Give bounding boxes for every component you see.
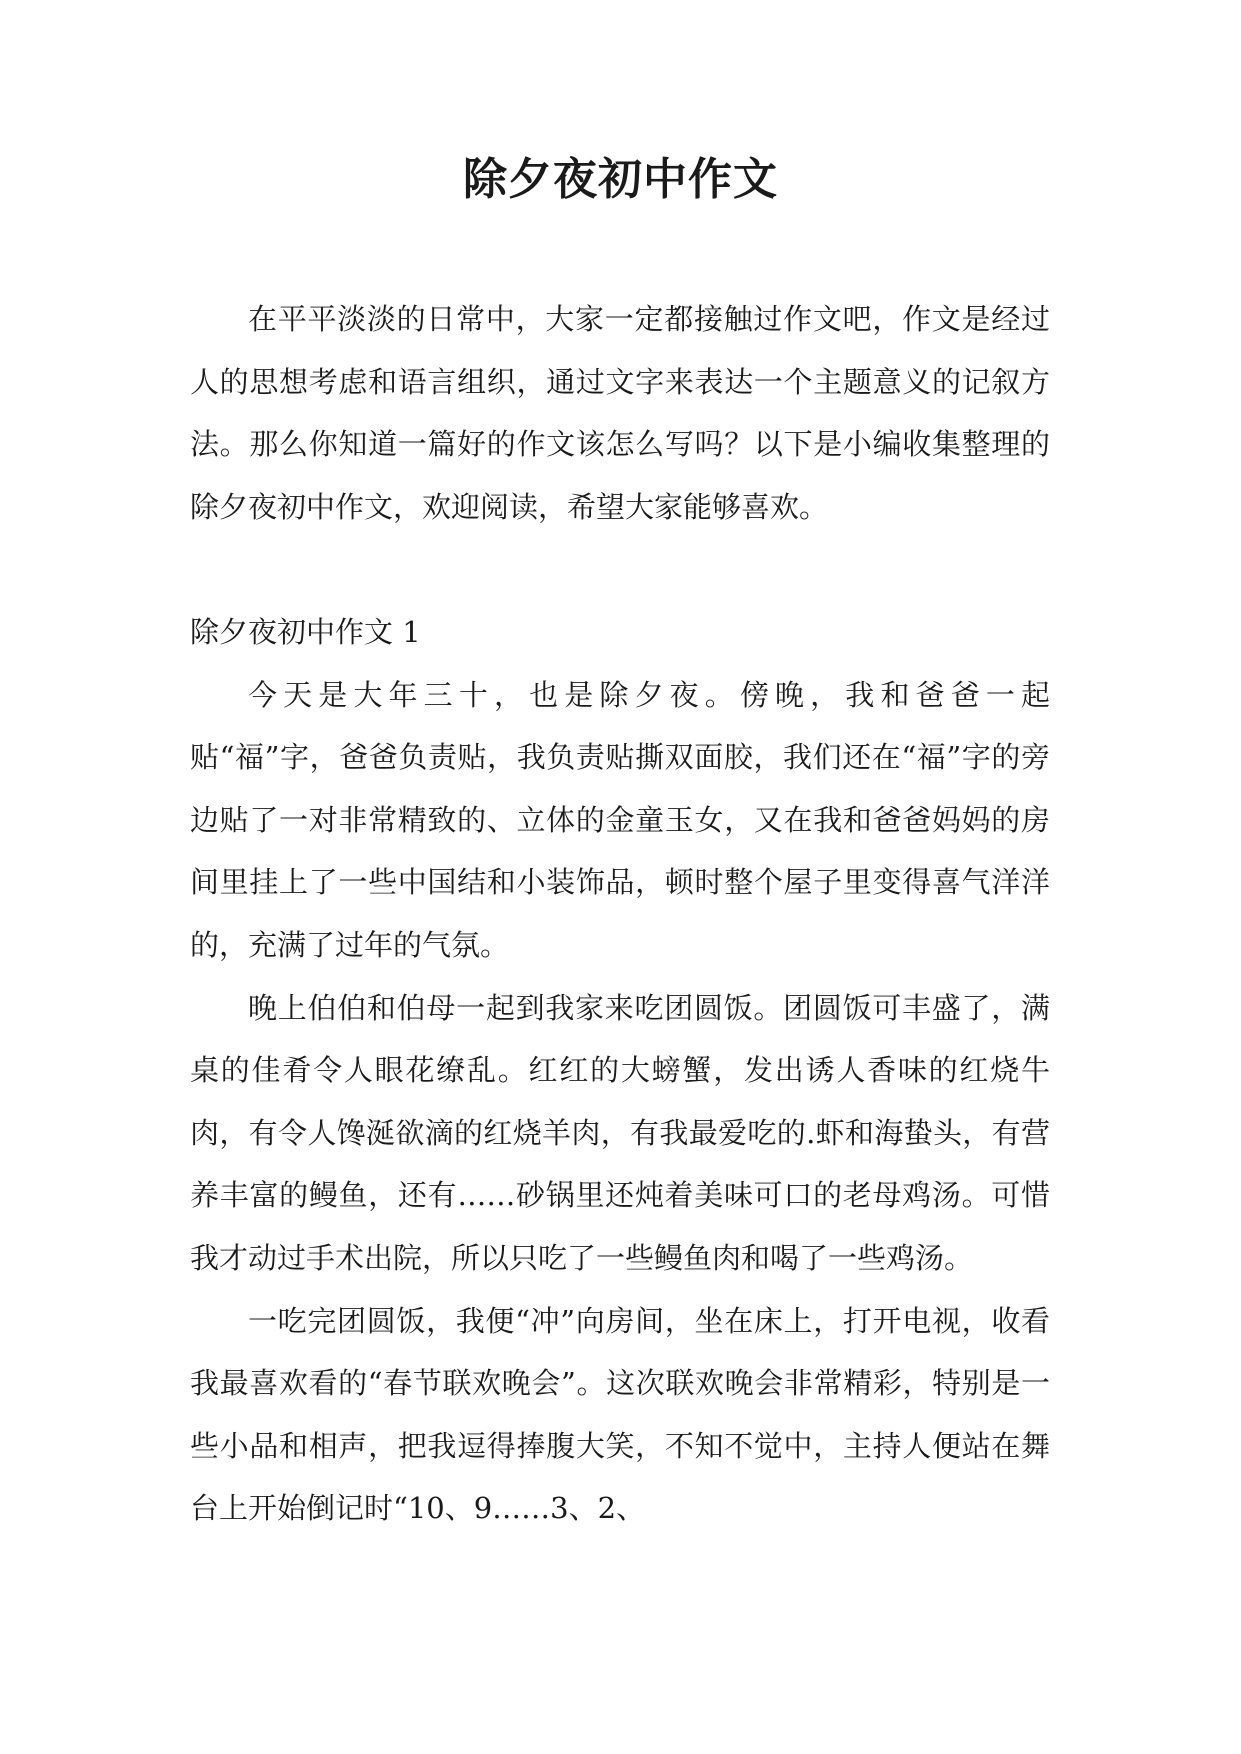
document-body — [190, 288, 1050, 1540]
document-title: 除夕夜初中作文 — [463, 154, 778, 205]
paragraph-gap — [190, 538, 1050, 601]
body-paragraph: 晚上伯伯和伯母一起到我家来吃团圆饭。团圆饭可丰盛了，满桌的佳肴令人眼花缭乱。红红的大螃蟹，发出诱人香味的红烧牛肉，有令人馋涎欲滴的红烧羊肉，有我最爱吃的.虾和海蛰头，有营养丰富的鳗鱼，还有……砂锅里还炖着美味可口的老母鸡汤。可惜我才动过手术出院，所以只吃了一些鳗鱼肉和喝了一些鸡汤。 — [190, 990, 1050, 1275]
body-paragraph: 今天是大年三十，也是除夕夜。傍晚，我和爸爸一起贴“福”字，爸爸负责贴，我负责贴撕双面胶，我们还在“福”字的旁边贴了一对非常精致的、立体的金童玉女，又在我和爸爸妈妈的房间里挂上了一些中国结和小装饰品，顿时整个屋子里变得喜气洋洋的，充满了过年的气氛。 — [190, 677, 1050, 962]
body-paragraph: 一吃完团圆饭，我便“冲”向房间，坐在床上，打开电视，收看我最喜欢看的“春节联欢晚会”。这次联欢晚会非常精彩，特别是一些小品和相声，把我逗得捧腹大笑，不知不觉中，主持人便站在舞台上开始倒记时“10、9……3、2、 — [190, 1303, 1050, 1526]
intro-paragraph: 在平平淡淡的日常中，大家一定都接触过作文吧，作文是经过人的思想考虑和语言组织，通过文字来表达一个主题意义的记叙方法。那么你知道一篇好的作文该怎么写吗？以下是小编收集整理的除夕夜初中作文，欢迎阅读，希望大家能够喜欢。 — [190, 302, 1050, 524]
section-title: 除夕夜初中作文 1 — [190, 614, 421, 649]
